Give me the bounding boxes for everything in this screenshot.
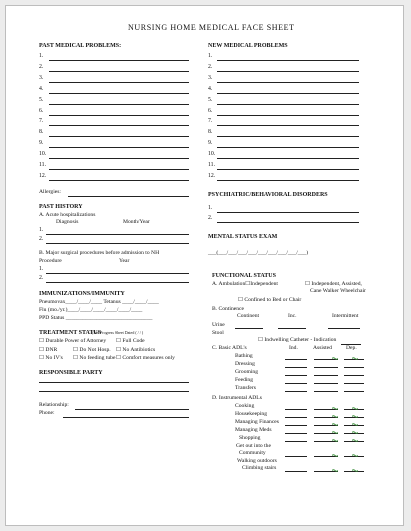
past-medical-field[interactable]: [49, 169, 189, 170]
urine-label: Urine: [212, 322, 225, 328]
basic-adl-dep-field[interactable]: [344, 375, 364, 376]
past-medical-field[interactable]: [49, 115, 189, 116]
past-medical-field[interactable]: [49, 125, 189, 126]
option-poa-label: Durable Power of Attorney: [45, 338, 107, 344]
spell-mark: [352, 431, 358, 434]
past-medical-field[interactable]: [49, 93, 189, 94]
past-medical-number: 7.: [39, 118, 44, 125]
basic-adl-assisted-field[interactable]: [314, 375, 338, 376]
new-medical-number: 6.: [208, 107, 213, 114]
instrumental-adl-item: Managing Meds: [235, 427, 272, 433]
past-medical-number: 1.: [39, 53, 44, 59]
spell-mark: [332, 357, 338, 360]
option-do-not-hosp-label: Do Not Hosp.: [79, 347, 111, 353]
spell-mark: [332, 423, 338, 426]
acute-number-2: 2.: [39, 236, 44, 242]
option-no-feeding-tube-label: No feeding tube: [79, 355, 116, 361]
new-medical-field[interactable]: [217, 115, 359, 116]
instrumental-adl-ind-field[interactable]: [285, 471, 307, 472]
past-medical-field[interactable]: [49, 60, 189, 61]
spell-mark: [352, 407, 358, 410]
past-medical-field[interactable]: [49, 82, 189, 83]
relationship-field[interactable]: [75, 409, 189, 410]
instrumental-adl-item: Shopping: [239, 435, 261, 441]
option-comfort[interactable]: ☐ Comfort measures only: [116, 355, 175, 361]
urine-inc-field[interactable]: [278, 328, 306, 329]
past-medical-number: 12.: [39, 172, 47, 179]
spell-mark: [332, 469, 338, 472]
psych-number-2: 2.: [208, 215, 213, 221]
instrumental-adl-item: Managing Finances: [235, 419, 279, 425]
past-medical-number: 3.: [39, 74, 44, 81]
basic-adl-item: Grooming: [235, 369, 258, 375]
new-medical-number: 3.: [208, 74, 213, 81]
procedure-header: Procedure: [39, 258, 62, 264]
basic-adl-ind-field[interactable]: [285, 391, 307, 392]
ambulation-confined[interactable]: ☐ Confined to Bed or Chair: [238, 297, 302, 303]
surgical-number-1: 1.: [39, 266, 44, 272]
basic-adl-item: Feeding: [235, 377, 254, 383]
spell-mark: [352, 357, 358, 360]
spell-mark: [352, 454, 358, 457]
instrumental-adl-item: Community: [239, 450, 266, 456]
functional-heading: FUNCTIONAL STATUS: [212, 273, 276, 279]
acute-number-1: 1.: [39, 227, 44, 233]
spell-mark: [332, 431, 338, 434]
past-medical-number: 11.: [39, 162, 47, 168]
instrumental-adl-item: Cooking: [235, 403, 255, 409]
phone-field[interactable]: [63, 417, 189, 418]
instrumental-adl-ind-field[interactable]: [285, 433, 307, 434]
past-medical-number: 2.: [39, 63, 44, 70]
option-no-iv[interactable]: ☐ No IV's: [39, 355, 63, 361]
surgical-number-2: 2.: [39, 275, 44, 281]
ambulation-independent-label: Independent: [250, 281, 278, 287]
relationship-label: Relationship:: [39, 402, 69, 408]
instrumental-adl-item: Climbing stairs: [242, 465, 277, 471]
new-medical-field[interactable]: [217, 104, 359, 105]
option-do-not-hosp[interactable]: ☐ Do Not Hosp.: [73, 347, 111, 353]
new-medical-field[interactable]: [217, 147, 359, 148]
basic-adl-item: Dressing: [235, 361, 255, 367]
past-medical-number: 6.: [39, 107, 44, 114]
new-medical-field[interactable]: [217, 169, 359, 170]
new-medical-heading: NEW MEDICAL PROBLEMS: [208, 43, 288, 49]
ambulation-confined-label: Confined to Bed or Chair: [244, 297, 302, 303]
ambulation-assisted-label: Independent, Assisted,: [311, 281, 362, 287]
psych-field-2[interactable]: [217, 222, 359, 223]
past-medical-number: 9.: [39, 140, 44, 147]
mental-heading: MENTAL STATUS EXAM: [208, 234, 278, 240]
past-medical-number: 8.: [39, 129, 44, 136]
instrumental-adl-ind-field[interactable]: [285, 441, 307, 442]
new-medical-field[interactable]: [217, 180, 359, 181]
phone-label: Phone:: [39, 410, 55, 416]
ambulation-devices: Cane Walker Wheelchair: [310, 288, 366, 294]
option-no-iv-label: No IV's: [45, 355, 63, 361]
surgical-label: B. Major surgical procedures before admission to NH: [39, 250, 160, 256]
basic-adl-dep-field[interactable]: [344, 367, 364, 368]
instrumental-adl-ind-field[interactable]: [285, 425, 307, 426]
continent-header: Continent: [237, 313, 260, 319]
option-comfort-label: Comfort measures only: [122, 355, 175, 361]
past-medical-field[interactable]: [49, 158, 189, 159]
catheter-label: Indwelling Catheter - Indication: [264, 337, 337, 343]
option-full-code-label: Full Code: [122, 338, 145, 344]
inc-header: Inc.: [288, 313, 297, 319]
new-medical-field[interactable]: [217, 136, 359, 137]
ambulation-label: [212, 282, 278, 288]
month-year-header: Month/Year: [123, 219, 150, 225]
new-medical-field[interactable]: [217, 125, 359, 126]
basic-adl-assisted-field[interactable]: [314, 383, 338, 384]
spell-mark: [352, 415, 358, 418]
allergies-label: Allergies:: [39, 189, 61, 195]
instrumental-adl-ind-field[interactable]: [285, 456, 307, 457]
new-medical-field[interactable]: [217, 82, 359, 83]
instrumental-adl-ind-field[interactable]: [285, 409, 307, 410]
ppd-line[interactable]: PPD Status _______________________________: [39, 315, 153, 321]
ambulation-assisted[interactable]: ☐ Independent, Assisted,: [305, 281, 362, 287]
urine-intermittent-field[interactable]: [328, 328, 360, 329]
pneumovax-line[interactable]: Pneumovax____/____/____ Tetanus ____/____/____: [39, 299, 159, 305]
past-history-heading: PAST HISTORY: [39, 204, 83, 210]
past-medical-field[interactable]: [49, 136, 189, 137]
new-medical-number: 11.: [208, 162, 216, 168]
basic-adl-ind-field[interactable]: [285, 383, 307, 384]
new-medical-number: 12.: [208, 172, 216, 179]
option-poa[interactable]: ☐ Durable Power of Attorney: [39, 338, 107, 344]
basic-adl-assisted-field[interactable]: [314, 367, 338, 368]
basic-adl-label: C. Basic ADL's: [212, 345, 247, 351]
responsible-heading: RESPONSIBLE PARTY: [39, 370, 103, 376]
diagnosis-header: Diagnosis: [56, 219, 79, 225]
treatment-subtitle: (See Progress Sheet Dated ( / / ): [92, 330, 144, 335]
new-medical-number: 7.: [208, 118, 213, 125]
basic-adl-item: Bathing: [235, 353, 253, 359]
basic-adl-ind-field[interactable]: [285, 375, 307, 376]
continence-label: B. Continence: [212, 306, 245, 312]
acute-field-2[interactable]: [46, 243, 189, 244]
urine-continent-field[interactable]: [235, 328, 263, 329]
ambulation-independent[interactable]: ☐Independent: [245, 281, 278, 287]
dep-header: Dep.: [346, 345, 357, 351]
past-medical-number: 5.: [39, 96, 44, 103]
assisted-header: Assisted: [313, 345, 332, 351]
mental-blanks[interactable]: ___(___/___/___/___/___/___/___/___/___): [208, 250, 309, 256]
past-medical-heading: PAST MEDICAL PROBLEMS:: [39, 43, 122, 49]
past-medical-number: 10.: [39, 151, 47, 158]
basic-adl-ind-field[interactable]: [285, 367, 307, 368]
ind-header: Ind.: [289, 345, 298, 351]
basic-adl-item: Transfers: [235, 385, 256, 391]
spell-mark: [332, 407, 338, 410]
page-title: NURSING HOME MEDICAL FACE SHEET: [128, 23, 295, 32]
immunizations-heading: IMMUNIZATIONS/IMMUNITY: [39, 291, 125, 297]
basic-adl-dep-field[interactable]: [344, 391, 364, 392]
responsible-field-2[interactable]: [39, 391, 189, 392]
new-medical-field[interactable]: [217, 71, 359, 72]
acute-field-1[interactable]: [46, 234, 189, 235]
treatment-heading: TREATMENT STATUS: [39, 330, 102, 336]
past-medical-field[interactable]: [49, 71, 189, 72]
new-medical-number: 2.: [208, 63, 213, 70]
flu-line[interactable]: Flu (mo./yr.)____/____/____/____/____/____: [39, 307, 143, 313]
surgical-field-1[interactable]: [46, 273, 189, 274]
past-medical-number: 4.: [39, 85, 44, 92]
basic-adl-dep-field[interactable]: [344, 383, 364, 384]
new-medical-field[interactable]: [217, 60, 359, 61]
option-no-feeding-tube[interactable]: ☐ No feeding tube: [73, 355, 116, 361]
acute-hosp-label: A. Acute hospitalizations: [39, 212, 96, 218]
past-medical-field[interactable]: [49, 147, 189, 148]
new-medical-field[interactable]: [217, 158, 359, 159]
spell-mark: [332, 454, 338, 457]
allergies-field[interactable]: [68, 196, 189, 197]
spell-mark: [332, 439, 338, 442]
basic-adl-ind-field[interactable]: [285, 359, 307, 360]
instrumental-adl-ind-field[interactable]: [285, 417, 307, 418]
past-medical-field[interactable]: [49, 180, 189, 181]
intermittent-header: Intermittent: [332, 313, 359, 319]
instrumental-adl-item: Walking outdoors: [237, 458, 277, 464]
new-medical-number: 8.: [208, 129, 213, 136]
option-no-antibiotics[interactable]: ☐ No Antibiotics: [116, 347, 156, 353]
spell-mark: [352, 423, 358, 426]
instrumental-adl-item: Get out into the: [236, 443, 271, 449]
option-no-antibiotics-label: No Antibiotics: [122, 347, 156, 353]
stool-label: Stool: [212, 330, 224, 336]
instrumental-adl-item: Housekeeping: [235, 411, 268, 417]
option-dnr[interactable]: ☐ DNR: [39, 347, 58, 353]
new-medical-number: 10.: [208, 151, 216, 158]
new-medical-number: 9.: [208, 140, 213, 147]
psych-field-1[interactable]: [217, 212, 359, 213]
psych-number-1: 1.: [208, 205, 213, 211]
responsible-field-1[interactable]: [39, 382, 189, 383]
spell-mark: [352, 469, 358, 472]
year-header: Year: [119, 258, 130, 264]
spell-mark: [332, 415, 338, 418]
new-medical-field[interactable]: [217, 93, 359, 94]
new-medical-number: 4.: [208, 85, 213, 92]
new-medical-number: 5.: [208, 96, 213, 103]
surgical-field-2[interactable]: [46, 282, 189, 283]
past-medical-field[interactable]: [49, 104, 189, 105]
spell-mark: [352, 439, 358, 442]
face-sheet: [5, 5, 404, 526]
option-dnr-label: DNR: [45, 347, 58, 353]
basic-adl-assisted-field[interactable]: [314, 391, 338, 392]
psych-heading: PSYCHIATRIC/BEHAVIORAL DISORDERS: [208, 192, 328, 198]
option-full-code[interactable]: ☐ Full Code: [116, 338, 145, 344]
catheter-option[interactable]: ☐ Indwelling Catheter - Indication: [258, 337, 337, 343]
instrumental-adl-label: D. Instrumental ADLs: [212, 395, 262, 401]
new-medical-number: 1.: [208, 53, 213, 59]
ambulation-label-text: A. Ambulation: [212, 281, 246, 287]
